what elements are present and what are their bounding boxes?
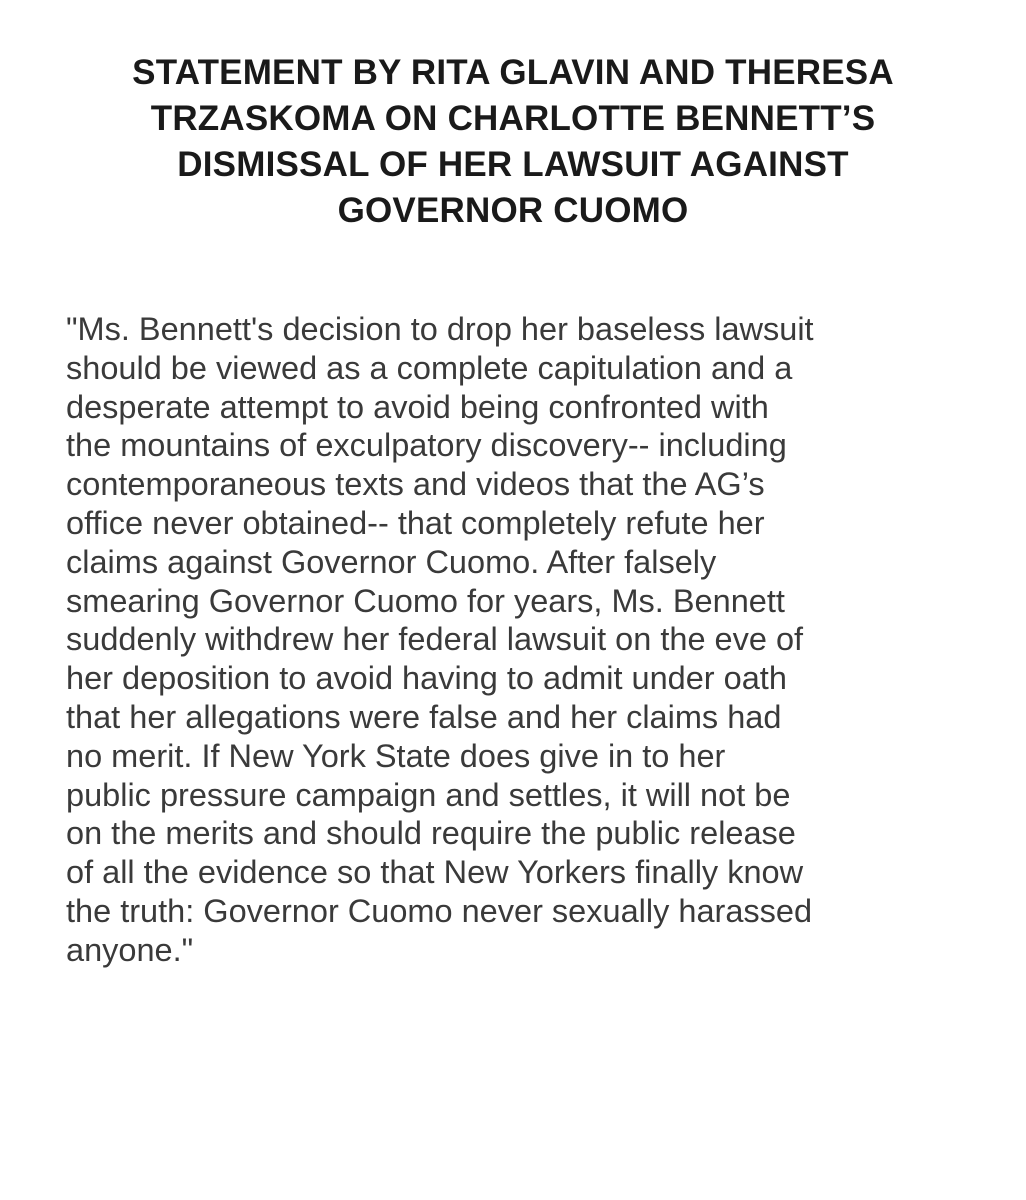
body-line: of all the evidence so that New Yorkers finally know — [66, 854, 804, 891]
body-line: her deposition to avoid having to admit under oath — [66, 660, 787, 697]
statement-title — [73, 50, 953, 234]
body-line: anyone." — [66, 931, 194, 968]
body-line: on the merits and should require the public release — [66, 815, 796, 852]
body-line: the truth: Governor Cuomo never sexually harassed — [66, 892, 813, 929]
body-line: the mountains of exculpatory discovery-- including — [66, 427, 787, 464]
title-line: GOVERNOR CUOMO — [337, 191, 689, 230]
body-line: desperate attempt to avoid being confronted with — [66, 388, 769, 425]
body-line: "Ms. Bennett's decision to drop her baseless lawsuit — [66, 311, 814, 347]
body-line: smearing Governor Cuomo for years, Ms. Bennett — [66, 582, 785, 619]
body-line: suddenly withdrew her federal lawsuit on the eve of — [66, 621, 804, 658]
body-line: contemporaneous texts and videos that the AG’s — [66, 466, 765, 503]
body-line: should be viewed as a complete capitulation and a — [66, 349, 793, 386]
statement-body — [66, 310, 960, 970]
body-line: that her allegations were false and her claims had — [66, 698, 782, 735]
title-line: DISMISSAL OF HER LAWSUIT AGAINST — [177, 145, 849, 184]
body-line: public pressure campaign and settles, it will not be — [66, 776, 791, 813]
body-line: no merit. If New York State does give in to her — [66, 737, 726, 774]
body-line: office never obtained-- that completely refute her — [66, 504, 765, 541]
body-line: claims against Governor Cuomo. After falsely — [66, 543, 717, 580]
title-line: STATEMENT BY RITA GLAVIN AND THERESA — [132, 53, 894, 92]
title-line: TRZASKOMA ON CHARLOTTE BENNETT’S — [150, 99, 876, 138]
